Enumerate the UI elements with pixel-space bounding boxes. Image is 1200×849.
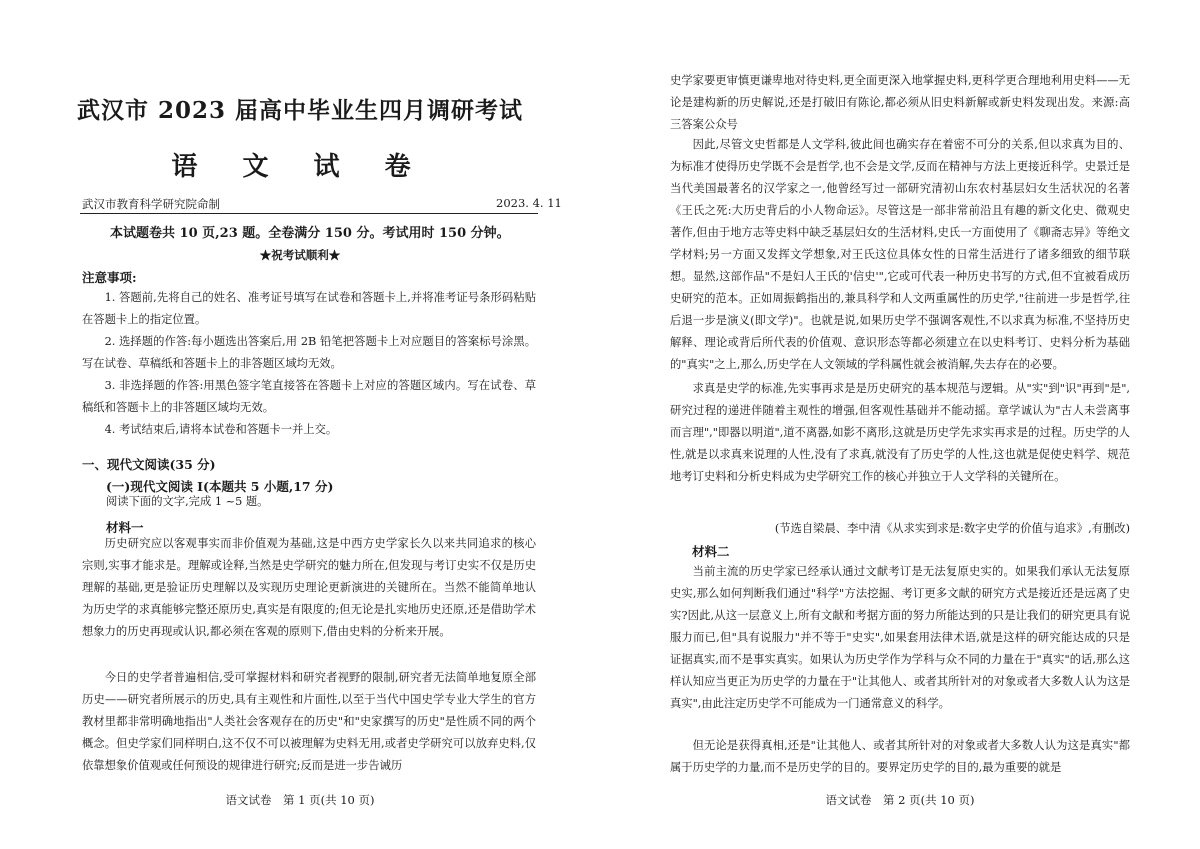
exam-info: 本试题卷共 10 页,23 题。全卷满分 150 分。考试用时 150 分钟。 xyxy=(110,226,510,241)
page-footer: 语文试卷 第 1 页(共 10 页) xyxy=(225,793,375,807)
material-1-paragraph: 历史研究应以客观事实而非价值观为基础,这是中西方史学家长久以来共同追求的核心宗则,实事才能求是。理解或诠释,当然是史学研究的魅力所在,但发现与考订史实不仅是历史理解的基础,更是验证历史理解以及实现历史理论更新演进的关键所在。当然不能简单地认为历史学的求真能够完整还原历史,真实是有限度的;但无论是扎实地历史还原,还是借助学术想象力的历史再现或认识,都必须在客观的原则下,借由史料的分析来开展。 xyxy=(82,537,536,638)
material-1-heading: 材料一 xyxy=(106,520,144,535)
material-2-heading: 材料二 xyxy=(692,544,730,559)
reading-instruction: 阅读下面的文字,完成 1 ~5 题。 xyxy=(106,495,269,508)
page-2 xyxy=(600,0,1200,849)
header-divider xyxy=(80,213,538,214)
issuer-line: 武汉市教育科学研究院命制 xyxy=(82,197,220,211)
exam-date: 2023. 4. 11 xyxy=(496,196,562,210)
exam-subtitle: 语 文 试 卷 xyxy=(171,152,429,182)
good-luck-banner: ★祝考试顺利★ xyxy=(259,248,341,262)
note-item: 4. 考试结束后,请将本试卷和答题卡一并上交。 xyxy=(104,423,338,436)
material-1-paragraph: 求真是史学的标准,先实事再求是是历史研究的基本规范与逻辑。从"实"到"识"再到"是",研究过程的递进伴随着主观性的增强,但客观性基础并不能动摇。章学诚认为"古人未尝离事而言理","即器以明道",道不离器,如影不离形,这就是历史学先求实再求是的过程。历史学的人性,就是以求真来说理的人性,没有了求真,就没有了历史学的人性,这也就是促使史料学、规范地考订史料和分析史料成为史学研究工作的核心并独立于人文学科的关键所在。 xyxy=(670,382,1130,483)
page-footer: 语文试卷 第 2 页(共 10 页) xyxy=(825,793,975,807)
continued-paragraph: 史学家要更审慎更谦卑地对待史料,更全面更深入地掌握史料,更科学更合理地利用史料——无论是建构新的历史解说,还是打破旧有陈论,都必须从旧史料新解或新史料发现出发。来源:高三答案公众号 xyxy=(670,74,1130,131)
material-2-paragraph: 当前主流的历史学家已经承认通过文献考订是无法复原史实的。如果我们承认无法复原史实,那么如何判断我们通过"科学"方法挖掘、考订更多文献的研究方式是接近还是远离了史实?因此,从这一层意义上,所有文献和考据方面的努力所能达到的只是让我们的研究更具有说服力而已,但"具有说服力"并不等于"史实",如果套用法律术语,就是这样的研究能达成的只是证据真实,而不是事实真实。如果认为历史学作为学科与众不同的力量在于"真实"的话,那么这样认知应当更正为历史学的力量在于"让其他人、或者其所针对的对象或者大多数人认为这是真实",由此注定历史学不可能成为一门通常意义的科学。 xyxy=(670,565,1130,710)
note-item: 3. 非选择题的作答:用黑色签字笔直接答在答题卡上对应的答题区域内。写在试卷、草稿纸和答题卡上的非答题区域均无效。 xyxy=(82,379,536,414)
material-2-paragraph: 但无论是获得真相,还是"让其他人、或者其所针对的对象或者大多数人认为这是真实"都属于历史学的力量,而不是历史学的目的。要界定历史学的目的,最为重要的就是 xyxy=(670,739,1130,774)
note-item: 2. 选择题的作答:每小题选出答案后,用 2B 铅笔把答题卡上对应题目的答案标号涂黑。写在试卷、草稿纸和答题卡上的非答题区域均无效。 xyxy=(82,335,536,370)
section-heading: 一、现代文阅读(35 分) xyxy=(82,457,216,472)
material-1-paragraph: 今日的史学者普遍相信,受可掌握材料和研究者视野的限制,研究者无法简单地复原全部历史——研究者所展示的历史,具有主观性和片面性,以至于当代中国史学专业大学生的官方教材里都非常明确地指出"人类社会客观存在的历史"和"史家撰写的历史"是性质不同的两个概念。但史学家们同样明白,这不仅不可以被理解为史料无用,或者史学研究可以放弃史料,仅依靠想象价值观或任何预设的规律进行研究;反而是进一步告诫历 xyxy=(82,671,536,772)
material-1-paragraph: 因此,尽管文史哲都是人文学科,彼此间也确实存在着密不可分的关系,但以求真为目的、为标准才使得历史学既不会是哲学,也不会是文学,反而在精神与方法上更接近科学。史景迁是当代美国最著名的汉学家之一,他曾经写过一部研究清初山东农村基层妇女生活状况的名著《王氏之死:大历史背后的小人物命运》。尽管这是一部非常前沿且有趣的新文化史、微观史著作,但由于地方志等史料中缺乏基层妇女的生活材料,史氏一方面使用了《聊斋志异》等绝文学材料;另一方面又发挥文学想象,对王氏这位具体女性的日常生活进行了诸多细致的细节联想。显然,这部作品"不是妇人王氏的'信史'",它或可代表一种历史书写的方式,但不宜被看成历史研究的范本。正如周振鹤指出的,兼具科学和人文两重属性的历史学,"往前进一步是哲学,往后退一步是演义(即文学)"。也就是说,如果历史学不强调客观性,不以求真为标准,不坚持历史解释、理论或背后所代表的价值观、意识形态等都必须建立在以史料考订、史料分析为基础的"真实"之上,那么,历史学在人文领域的学科属性就会被消解,失去存在的必要。 xyxy=(670,138,1130,371)
subsection-heading: (一)现代文阅读 I(本题共 5 小题,17 分) xyxy=(106,479,334,494)
notes-heading: 注意事项: xyxy=(82,270,137,285)
source-citation: (节选自梁晨、李中清《从求实到求是:数字史学的价值与追求》,有删改) xyxy=(774,522,1130,535)
note-item: 1. 答题前,先将自己的姓名、准考证号填写在试卷和答题卡上,并将准考证号条形码粘贴在答题卡上的指定位置。 xyxy=(82,291,536,326)
exam-title: 武汉市 2023 届高中毕业生四月调研考试 xyxy=(76,97,524,124)
